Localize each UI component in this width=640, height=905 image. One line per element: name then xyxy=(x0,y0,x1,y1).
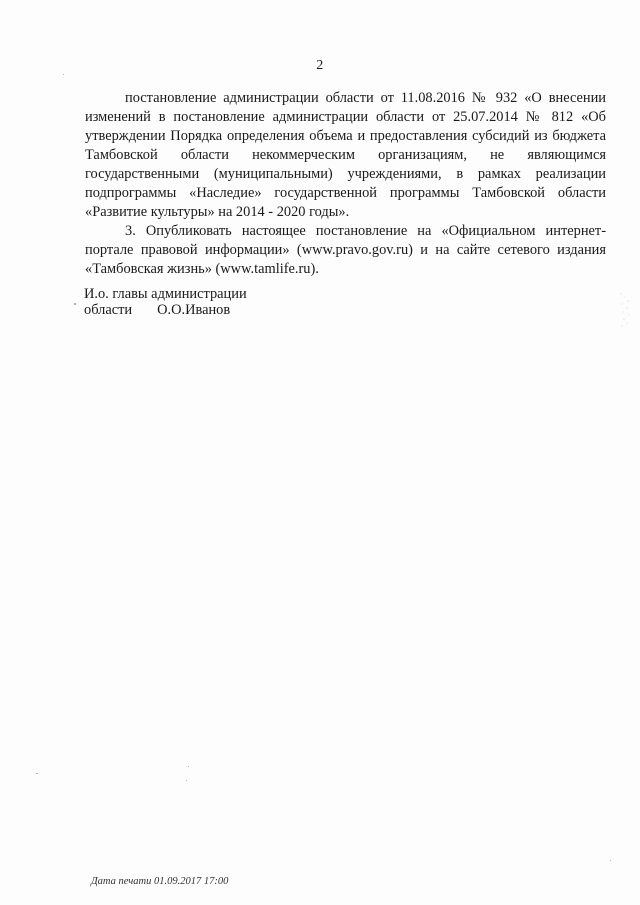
scan-speck xyxy=(610,860,611,861)
paragraph-continuation: постановление администрации области от 11.08.2016 № 932 «О внесении изменений в постановление администрации области от 25.07.2014 № 812 «Об утверждении Порядка определения объема и предоставления субсидий из бюджета Тамбовской области некоммерческим организациям, не являющимся государственными (муниципальными) учреждениями, в рамках реализации подпрограммы «Наследие» государственной программы Тамбовской области «Развитие культуры» на 2014 - 2020 годы». xyxy=(85,90,606,220)
signature-title-line2: области xyxy=(84,302,133,318)
document-body xyxy=(85,89,606,279)
print-date-footer: Дата печати 01.09.2017 17:00 xyxy=(91,876,229,887)
scan-speck xyxy=(63,74,64,75)
signature-block xyxy=(84,286,247,318)
signatory-name: О.О.Иванов xyxy=(157,302,231,318)
scan-speck xyxy=(74,303,76,305)
scan-noise-mark xyxy=(618,290,632,330)
scan-speck xyxy=(36,773,38,774)
scan-speck xyxy=(186,780,187,781)
scan-speck xyxy=(188,766,189,767)
page-number: 2 xyxy=(316,58,324,73)
signature-title-line1: И.о. главы администрации xyxy=(84,286,247,302)
paragraph-publication: 3. Опубликовать настоящее постановление на «Официальном интернет-портале правовой информации» (www.pravo.gov.ru) и на сайте сетевого издания «Тамбовская жизнь» (www.tamlife.ru). xyxy=(85,223,606,277)
signature-line2 xyxy=(84,302,247,318)
